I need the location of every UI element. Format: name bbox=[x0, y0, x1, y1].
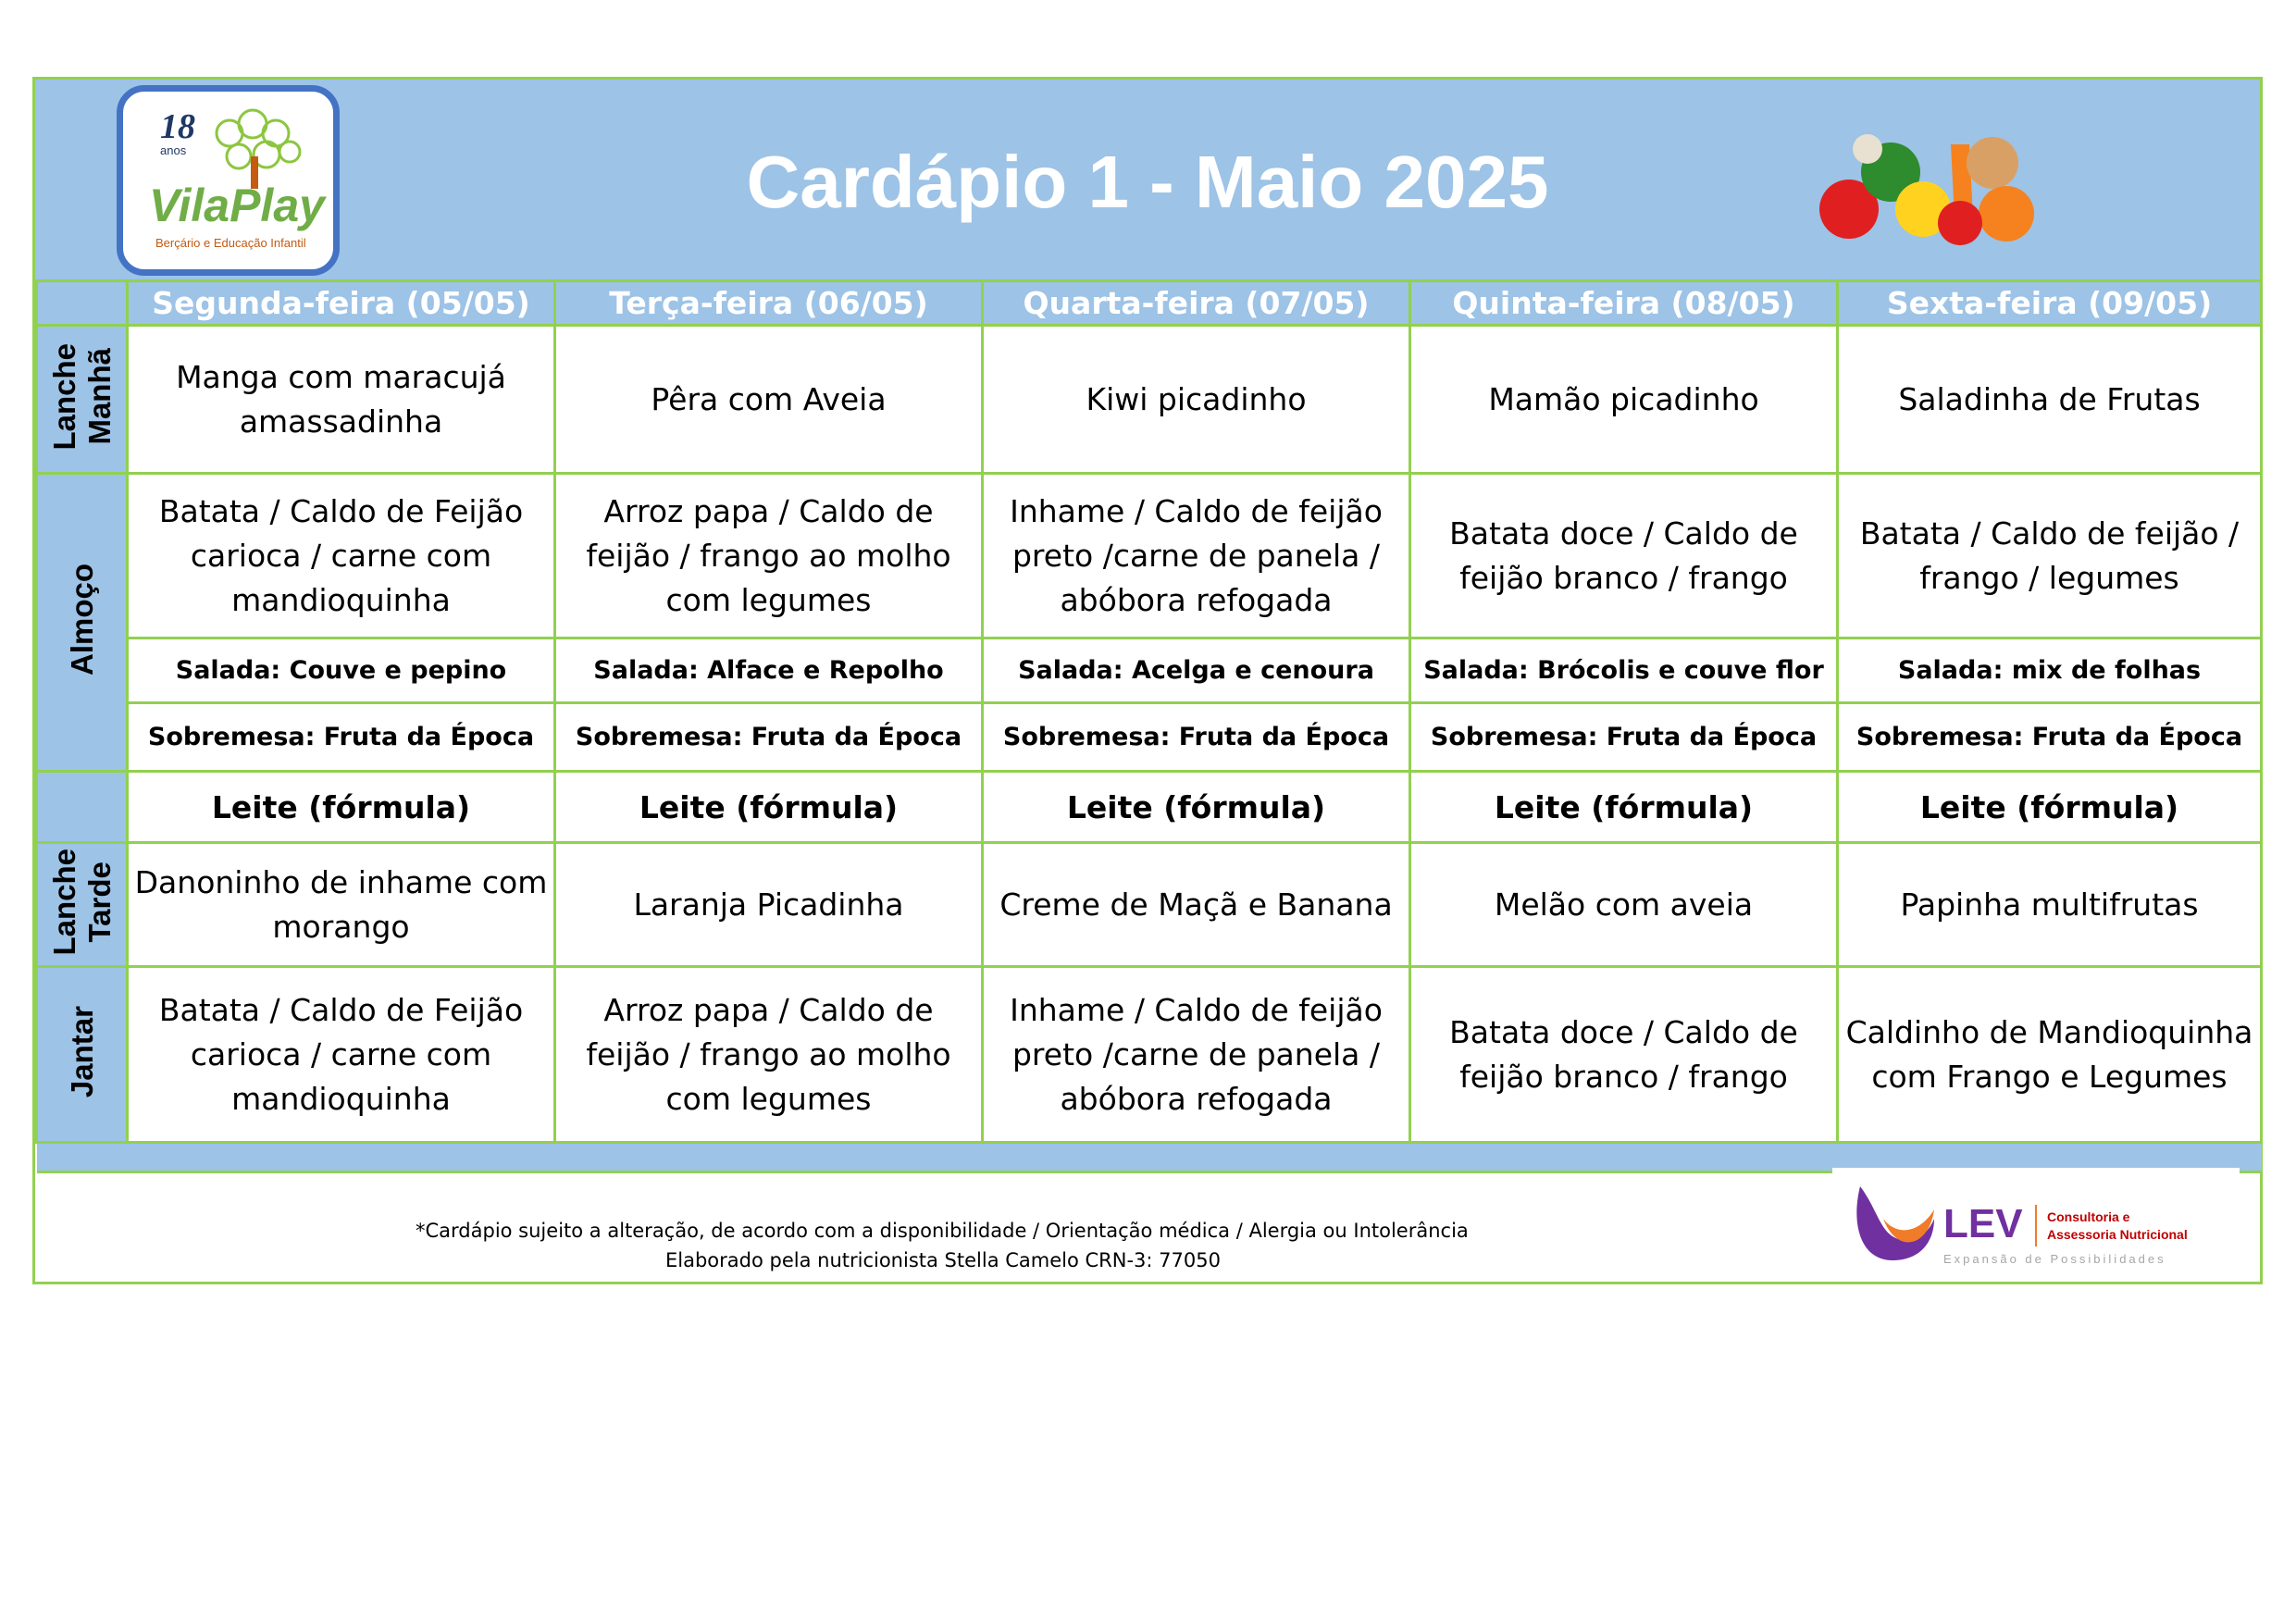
lanche-manha-row bbox=[37, 326, 2262, 474]
svg-text:18: 18 bbox=[160, 107, 195, 146]
svg-text:Berçário e Educação Infantil: Berçário e Educação Infantil bbox=[155, 236, 306, 250]
menu-table bbox=[35, 279, 2263, 1173]
meal-cell: Arroz papa / Caldo de feijão / frango ao molho com legumes bbox=[555, 474, 983, 638]
leite-row bbox=[37, 772, 2262, 843]
meal-cell: Batata doce / Caldo de feijão branco / frango bbox=[1410, 474, 1838, 638]
meal-cell: Arroz papa / Caldo de feijão / frango ao molho com legumes bbox=[555, 967, 983, 1143]
meal-cell: Batata / Caldo de feijão / frango / legumes bbox=[1838, 474, 2262, 638]
meal-cell: Pêra com Aveia bbox=[555, 326, 983, 474]
menu-frame bbox=[32, 77, 2263, 1284]
svg-text:LEV: LEV bbox=[1943, 1201, 2023, 1246]
meal-cell: Manga com maracujá amassadinha bbox=[128, 326, 555, 474]
row-label-jantar: Jantar bbox=[64, 1006, 99, 1098]
day-header: Sexta-feira (09/05) bbox=[1838, 281, 2262, 326]
dessert-cell: Sobremesa: Fruta da Época bbox=[128, 703, 555, 772]
meal-cell: Melão com aveia bbox=[1410, 843, 1838, 967]
salad-cell: Salada: Brócolis e couve flor bbox=[1410, 638, 1838, 703]
header-banner bbox=[35, 80, 2260, 279]
svg-text:Expansão de Possibilidades: Expansão de Possibilidades bbox=[1943, 1252, 2166, 1266]
vegetables-illustration bbox=[1812, 107, 2053, 255]
lanche-tarde-row bbox=[37, 843, 2262, 967]
salad-cell: Salada: Couve e pepino bbox=[128, 638, 555, 703]
svg-text:anos: anos bbox=[160, 143, 187, 157]
milk-cell: Leite (fórmula) bbox=[128, 772, 555, 843]
row-label-lanche-tarde: Lanche Tarde bbox=[46, 849, 117, 956]
meal-cell: Laranja Picadinha bbox=[555, 843, 983, 967]
disclaimer-note: *Cardápio sujeito a alteração, de acordo com a disponibilidade / Orientação médica / Alergia ou Intolerância bbox=[416, 1220, 1469, 1242]
lev-logo bbox=[1832, 1168, 2240, 1279]
row-label-cell bbox=[37, 967, 128, 1143]
svg-text:Consultoria e: Consultoria e bbox=[2047, 1209, 2130, 1224]
row-label-almoco: Almoço bbox=[64, 564, 99, 676]
row-label-lanche-manha: Lanche Manhã bbox=[46, 343, 117, 451]
nutritionist-credit: Elaborado pela nutricionista Stella Camelo CRN-3: 77050 bbox=[665, 1249, 1221, 1271]
milk-cell: Leite (fórmula) bbox=[983, 772, 1410, 843]
salada-row bbox=[37, 638, 2262, 703]
milk-cell: Leite (fórmula) bbox=[555, 772, 983, 843]
meal-cell: Saladinha de Frutas bbox=[1838, 326, 2262, 474]
salad-cell: Salada: Alface e Repolho bbox=[555, 638, 983, 703]
day-header: Segunda-feira (05/05) bbox=[128, 281, 555, 326]
dessert-cell: Sobremesa: Fruta da Época bbox=[1410, 703, 1838, 772]
meal-cell: Batata / Caldo de Feijão carioca / carne com mandioquinha bbox=[128, 967, 555, 1143]
milk-cell: Leite (fórmula) bbox=[1410, 772, 1838, 843]
day-header: Quarta-feira (07/05) bbox=[983, 281, 1410, 326]
day-header: Quinta-feira (08/05) bbox=[1410, 281, 1838, 326]
meal-cell: Caldinho de Mandioquinha com Frango e Legumes bbox=[1838, 967, 2262, 1143]
dessert-cell: Sobremesa: Fruta da Época bbox=[555, 703, 983, 772]
dessert-cell: Sobremesa: Fruta da Época bbox=[1838, 703, 2262, 772]
meal-cell: Danoninho de inhame com morango bbox=[128, 843, 555, 967]
salad-cell: Salada: mix de folhas bbox=[1838, 638, 2262, 703]
meal-cell: Papinha multifrutas bbox=[1838, 843, 2262, 967]
meal-cell: Kiwi picadinho bbox=[983, 326, 1410, 474]
days-header-row bbox=[37, 281, 2262, 326]
svg-text:Assessoria Nutricional: Assessoria Nutricional bbox=[2047, 1227, 2188, 1242]
jantar-row bbox=[37, 967, 2262, 1143]
meal-cell: Batata doce / Caldo de feijão branco / frango bbox=[1410, 967, 1838, 1143]
day-header: Terça-feira (06/05) bbox=[555, 281, 983, 326]
row-label-cell bbox=[37, 843, 128, 967]
row-label-cell bbox=[37, 474, 128, 772]
sobremesa-row bbox=[37, 703, 2262, 772]
row-label-cell bbox=[37, 326, 128, 474]
meal-cell: Inhame / Caldo de feijão preto /carne de panela / abóbora refogada bbox=[983, 474, 1410, 638]
page-title: Cardápio 1 - Maio 2025 bbox=[746, 141, 1549, 223]
meal-cell: Inhame / Caldo de feijão preto /carne de panela / abóbora refogada bbox=[983, 967, 1410, 1143]
meal-cell: Batata / Caldo de Feijão carioca / carne com mandioquinha bbox=[128, 474, 555, 638]
corner-cell bbox=[37, 281, 128, 326]
row-label-cell bbox=[37, 772, 128, 843]
salad-cell: Salada: Acelga e cenoura bbox=[983, 638, 1410, 703]
dessert-cell: Sobremesa: Fruta da Época bbox=[983, 703, 1410, 772]
meal-cell: Mamão picadinho bbox=[1410, 326, 1838, 474]
milk-cell: Leite (fórmula) bbox=[1838, 772, 2262, 843]
almoco-row bbox=[37, 474, 2262, 638]
svg-text:VilaPlay: VilaPlay bbox=[149, 180, 325, 231]
meal-cell: Creme de Maçã e Banana bbox=[983, 843, 1410, 967]
